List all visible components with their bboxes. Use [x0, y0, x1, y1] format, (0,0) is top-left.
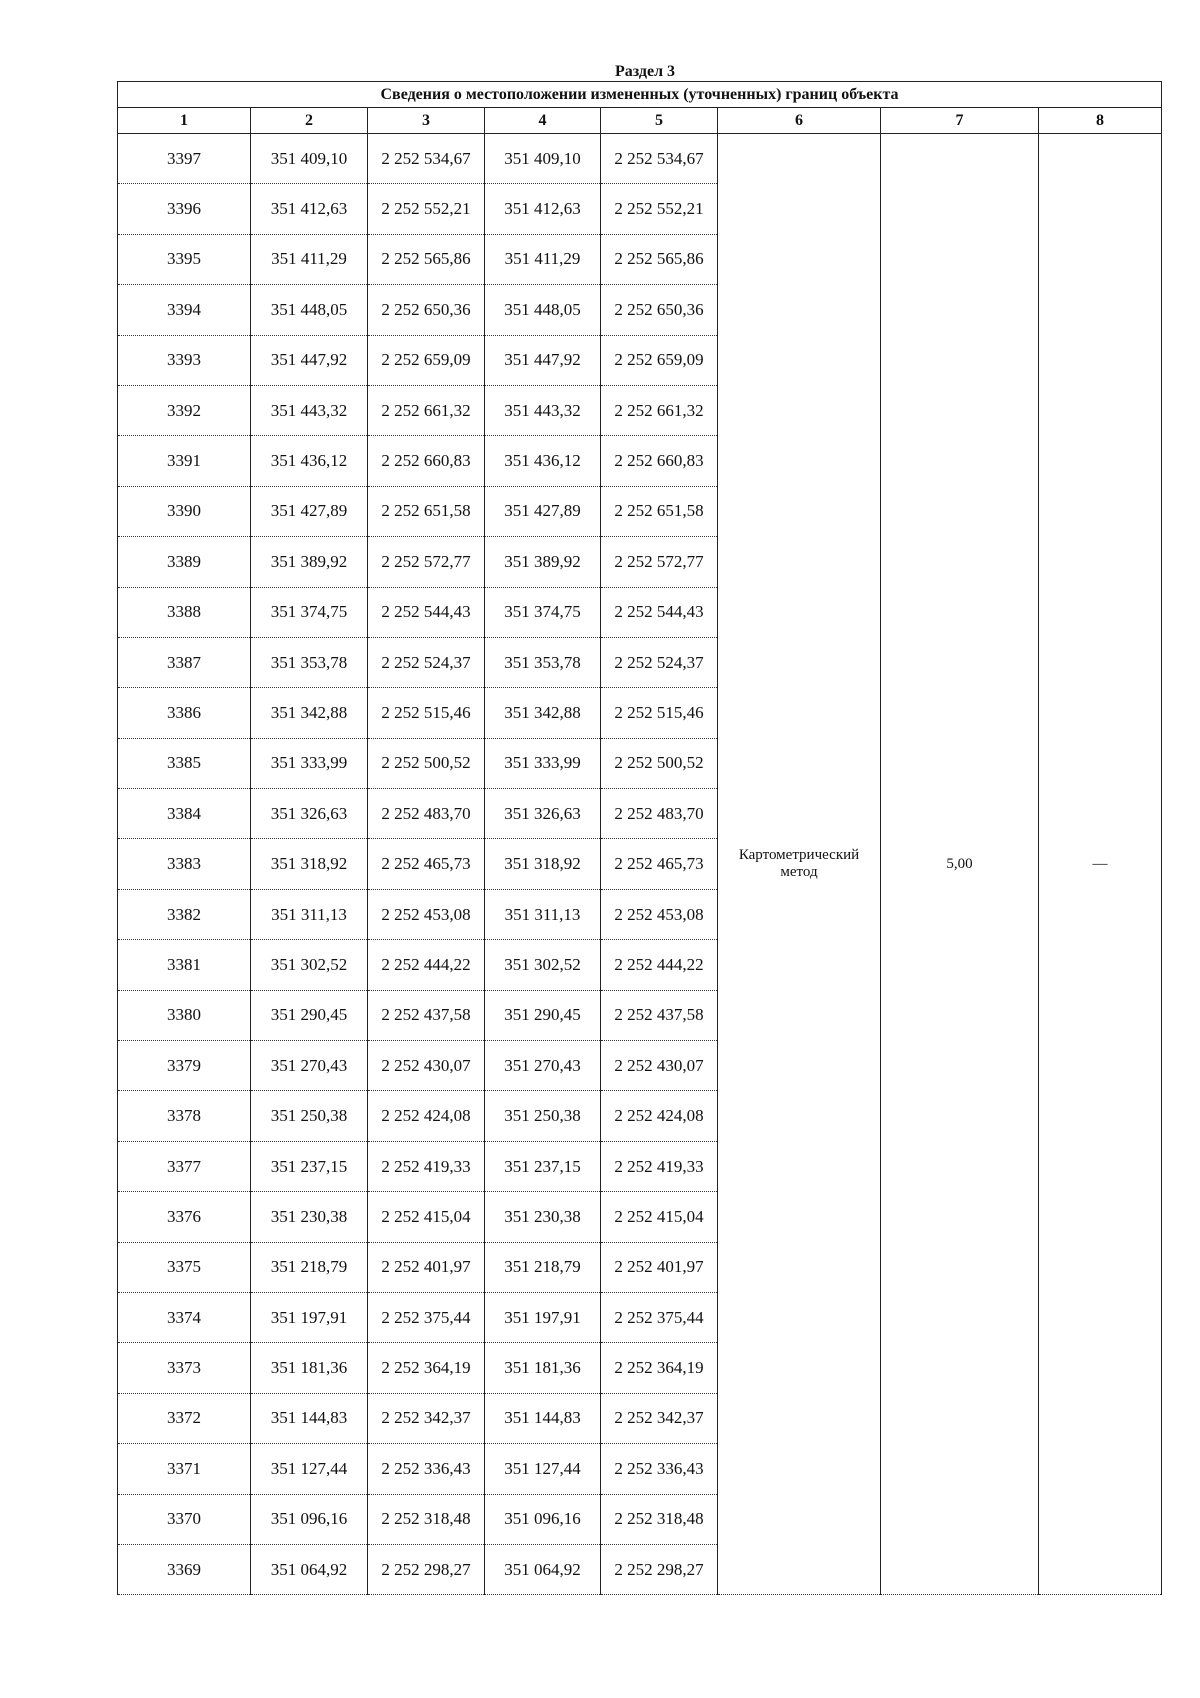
point-number-cell: 3396: [118, 184, 251, 234]
y-coordinate-cell: 2 252 651,58: [368, 486, 485, 536]
point-number-cell: 3379: [118, 1041, 251, 1091]
x-coordinate-cell: 351 412,63: [251, 184, 368, 234]
point-number-cell: 3384: [118, 789, 251, 839]
point-number-cell: 3397: [118, 134, 251, 184]
point-number-cell: 3374: [118, 1292, 251, 1342]
x-coordinate-cell: 351 218,79: [251, 1242, 368, 1292]
x-coordinate-cell: 351 318,92: [251, 839, 368, 889]
y-coordinate-new-cell: 2 252 318,48: [601, 1494, 718, 1544]
x-coordinate-cell: 351 342,88: [251, 688, 368, 738]
column-number-header: 1: [118, 108, 251, 134]
x-coordinate-new-cell: 351 353,78: [485, 637, 601, 687]
column-number-row: [118, 108, 1162, 134]
x-coordinate-cell: 351 197,91: [251, 1292, 368, 1342]
x-coordinate-new-cell: 351 197,91: [485, 1292, 601, 1342]
point-number-cell: 3380: [118, 990, 251, 1040]
x-coordinate-cell: 351 230,38: [251, 1192, 368, 1242]
column-number-header: 5: [601, 108, 718, 134]
x-coordinate-cell: 351 270,43: [251, 1041, 368, 1091]
x-coordinate-new-cell: 351 448,05: [485, 285, 601, 335]
y-coordinate-new-cell: 2 252 659,09: [601, 335, 718, 385]
y-coordinate-cell: 2 252 660,83: [368, 436, 485, 486]
table-row: [118, 134, 1162, 184]
y-coordinate-cell: 2 252 544,43: [368, 587, 485, 637]
y-coordinate-new-cell: 2 252 430,07: [601, 1041, 718, 1091]
x-coordinate-cell: 351 447,92: [251, 335, 368, 385]
x-coordinate-new-cell: 351 250,38: [485, 1091, 601, 1141]
x-coordinate-new-cell: 351 411,29: [485, 234, 601, 284]
point-number-cell: 3381: [118, 940, 251, 990]
x-coordinate-new-cell: 351 409,10: [485, 134, 601, 184]
point-number-cell: 3383: [118, 839, 251, 889]
y-coordinate-new-cell: 2 252 572,77: [601, 537, 718, 587]
x-coordinate-cell: 351 443,32: [251, 385, 368, 435]
y-coordinate-cell: 2 252 375,44: [368, 1292, 485, 1342]
x-coordinate-cell: 351 326,63: [251, 789, 368, 839]
y-coordinate-new-cell: 2 252 336,43: [601, 1444, 718, 1494]
point-number-cell: 3386: [118, 688, 251, 738]
y-coordinate-new-cell: 2 252 483,70: [601, 789, 718, 839]
column-number-header: 6: [718, 108, 881, 134]
x-coordinate-new-cell: 351 447,92: [485, 335, 601, 385]
x-coordinate-cell: 351 333,99: [251, 738, 368, 788]
y-coordinate-new-cell: 2 252 565,86: [601, 234, 718, 284]
column8-cell: —: [1039, 134, 1162, 1595]
y-coordinate-cell: 2 252 419,33: [368, 1141, 485, 1191]
x-coordinate-cell: 351 448,05: [251, 285, 368, 335]
column-number-header: 4: [485, 108, 601, 134]
point-number-cell: 3393: [118, 335, 251, 385]
x-coordinate-cell: 351 389,92: [251, 537, 368, 587]
x-coordinate-new-cell: 351 333,99: [485, 738, 601, 788]
point-number-cell: 3382: [118, 889, 251, 939]
y-coordinate-new-cell: 2 252 524,37: [601, 637, 718, 687]
y-coordinate-new-cell: 2 252 661,32: [601, 385, 718, 435]
column-number-header: 2: [251, 108, 368, 134]
y-coordinate-cell: 2 252 650,36: [368, 285, 485, 335]
point-number-cell: 3388: [118, 587, 251, 637]
y-coordinate-new-cell: 2 252 552,21: [601, 184, 718, 234]
y-coordinate-cell: 2 252 342,37: [368, 1393, 485, 1443]
x-coordinate-cell: 351 237,15: [251, 1141, 368, 1191]
y-coordinate-cell: 2 252 565,86: [368, 234, 485, 284]
y-coordinate-cell: 2 252 515,46: [368, 688, 485, 738]
y-coordinate-new-cell: 2 252 660,83: [601, 436, 718, 486]
point-number-cell: 3391: [118, 436, 251, 486]
y-coordinate-cell: 2 252 483,70: [368, 789, 485, 839]
x-coordinate-new-cell: 351 270,43: [485, 1041, 601, 1091]
point-number-cell: 3370: [118, 1494, 251, 1544]
y-coordinate-cell: 2 252 572,77: [368, 537, 485, 587]
y-coordinate-new-cell: 2 252 534,67: [601, 134, 718, 184]
y-coordinate-cell: 2 252 336,43: [368, 1444, 485, 1494]
x-coordinate-new-cell: 351 144,83: [485, 1393, 601, 1443]
x-coordinate-new-cell: 351 436,12: [485, 436, 601, 486]
x-coordinate-cell: 351 096,16: [251, 1494, 368, 1544]
x-coordinate-new-cell: 351 311,13: [485, 889, 601, 939]
x-coordinate-cell: 351 409,10: [251, 134, 368, 184]
point-number-cell: 3375: [118, 1242, 251, 1292]
x-coordinate-new-cell: 351 326,63: [485, 789, 601, 839]
point-number-cell: 3371: [118, 1444, 251, 1494]
x-coordinate-cell: 351 144,83: [251, 1393, 368, 1443]
column-number-header: 8: [1039, 108, 1162, 134]
section-title: Раздел 3: [614, 63, 676, 80]
point-number-cell: 3395: [118, 234, 251, 284]
y-coordinate-cell: 2 252 534,67: [368, 134, 485, 184]
y-coordinate-new-cell: 2 252 544,43: [601, 587, 718, 637]
table-body: [118, 134, 1162, 1595]
x-coordinate-cell: 351 436,12: [251, 436, 368, 486]
x-coordinate-new-cell: 351 064,92: [485, 1544, 601, 1594]
x-coordinate-cell: 351 181,36: [251, 1343, 368, 1393]
table-caption: Сведения о местоположении измененных (уточненных) границ объекта: [118, 82, 1162, 108]
x-coordinate-cell: 351 411,29: [251, 234, 368, 284]
y-coordinate-new-cell: 2 252 419,33: [601, 1141, 718, 1191]
y-coordinate-cell: 2 252 453,08: [368, 889, 485, 939]
x-coordinate-cell: 351 374,75: [251, 587, 368, 637]
x-coordinate-new-cell: 351 181,36: [485, 1343, 601, 1393]
x-coordinate-new-cell: 351 127,44: [485, 1444, 601, 1494]
y-coordinate-cell: 2 252 437,58: [368, 990, 485, 1040]
y-coordinate-new-cell: 2 252 651,58: [601, 486, 718, 536]
x-coordinate-cell: 351 250,38: [251, 1091, 368, 1141]
x-coordinate-new-cell: 351 318,92: [485, 839, 601, 889]
y-coordinate-new-cell: 2 252 453,08: [601, 889, 718, 939]
y-coordinate-new-cell: 2 252 342,37: [601, 1393, 718, 1443]
point-number-cell: 3376: [118, 1192, 251, 1242]
y-coordinate-cell: 2 252 401,97: [368, 1242, 485, 1292]
x-coordinate-cell: 351 302,52: [251, 940, 368, 990]
point-number-cell: 3373: [118, 1343, 251, 1393]
point-number-cell: 3394: [118, 285, 251, 335]
x-coordinate-new-cell: 351 389,92: [485, 537, 601, 587]
x-coordinate-cell: 351 427,89: [251, 486, 368, 536]
x-coordinate-cell: 351 064,92: [251, 1544, 368, 1594]
point-number-cell: 3390: [118, 486, 251, 536]
x-coordinate-new-cell: 351 096,16: [485, 1494, 601, 1544]
y-coordinate-new-cell: 2 252 437,58: [601, 990, 718, 1040]
x-coordinate-new-cell: 351 374,75: [485, 587, 601, 637]
y-coordinate-new-cell: 2 252 401,97: [601, 1242, 718, 1292]
y-coordinate-new-cell: 2 252 424,08: [601, 1091, 718, 1141]
column-number-header: 7: [881, 108, 1039, 134]
point-number-cell: 3389: [118, 537, 251, 587]
x-coordinate-cell: 351 127,44: [251, 1444, 368, 1494]
point-number-cell: 3392: [118, 385, 251, 435]
y-coordinate-new-cell: 2 252 465,73: [601, 839, 718, 889]
point-number-cell: 3377: [118, 1141, 251, 1191]
y-coordinate-cell: 2 252 318,48: [368, 1494, 485, 1544]
y-coordinate-cell: 2 252 552,21: [368, 184, 485, 234]
y-coordinate-new-cell: 2 252 650,36: [601, 285, 718, 335]
y-coordinate-new-cell: 2 252 444,22: [601, 940, 718, 990]
y-coordinate-cell: 2 252 659,09: [368, 335, 485, 385]
x-coordinate-cell: 351 290,45: [251, 990, 368, 1040]
boundary-coordinates-table: [117, 81, 1162, 1595]
y-coordinate-new-cell: 2 252 500,52: [601, 738, 718, 788]
x-coordinate-new-cell: 351 302,52: [485, 940, 601, 990]
x-coordinate-new-cell: 351 237,15: [485, 1141, 601, 1191]
y-coordinate-cell: 2 252 298,27: [368, 1544, 485, 1594]
y-coordinate-cell: 2 252 424,08: [368, 1091, 485, 1141]
y-coordinate-cell: 2 252 661,32: [368, 385, 485, 435]
x-coordinate-new-cell: 351 412,63: [485, 184, 601, 234]
x-coordinate-cell: 351 311,13: [251, 889, 368, 939]
y-coordinate-cell: 2 252 444,22: [368, 940, 485, 990]
y-coordinate-cell: 2 252 465,73: [368, 839, 485, 889]
y-coordinate-new-cell: 2 252 515,46: [601, 688, 718, 738]
y-coordinate-cell: 2 252 500,52: [368, 738, 485, 788]
point-number-cell: 3378: [118, 1091, 251, 1141]
x-coordinate-new-cell: 351 230,38: [485, 1192, 601, 1242]
y-coordinate-cell: 2 252 415,04: [368, 1192, 485, 1242]
y-coordinate-new-cell: 2 252 375,44: [601, 1292, 718, 1342]
x-coordinate-new-cell: 351 427,89: [485, 486, 601, 536]
y-coordinate-cell: 2 252 524,37: [368, 637, 485, 687]
point-number-cell: 3387: [118, 637, 251, 687]
x-coordinate-new-cell: 351 443,32: [485, 385, 601, 435]
y-coordinate-new-cell: 2 252 364,19: [601, 1343, 718, 1393]
accuracy-cell: 5,00: [881, 134, 1039, 1595]
x-coordinate-new-cell: 351 290,45: [485, 990, 601, 1040]
point-number-cell: 3369: [118, 1544, 251, 1594]
x-coordinate-new-cell: 351 218,79: [485, 1242, 601, 1292]
point-number-cell: 3372: [118, 1393, 251, 1443]
x-coordinate-new-cell: 351 342,88: [485, 688, 601, 738]
y-coordinate-cell: 2 252 430,07: [368, 1041, 485, 1091]
point-number-cell: 3385: [118, 738, 251, 788]
method-cell: Картометрический метод: [718, 134, 881, 1595]
y-coordinate-cell: 2 252 364,19: [368, 1343, 485, 1393]
column-number-header: 3: [368, 108, 485, 134]
y-coordinate-new-cell: 2 252 415,04: [601, 1192, 718, 1242]
x-coordinate-cell: 351 353,78: [251, 637, 368, 687]
y-coordinate-new-cell: 2 252 298,27: [601, 1544, 718, 1594]
